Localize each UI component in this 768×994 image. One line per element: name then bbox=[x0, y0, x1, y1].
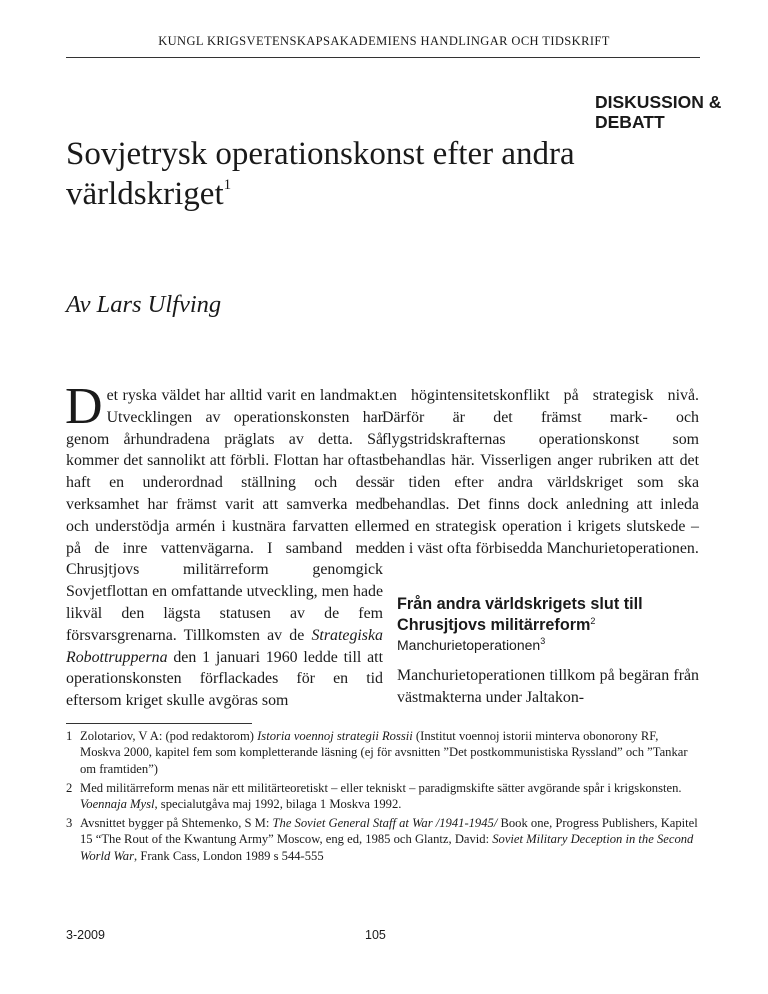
footnote-text: Avsnittet bygger på Shtemenko, S M: The Soviet General Staff at War /1941-1945/ Book one, Progress Publishers, Kapitel 15 “The Rout of the Kwantung Army” Moscow, eng ed, 1985 och Glantz, David: Soviet Military Deception in the Second World War, Frank Cass, London 1989 s 544-555 bbox=[80, 816, 698, 863]
author-byline: Av Lars Ulfving bbox=[66, 291, 222, 318]
footnote bbox=[66, 780, 700, 813]
footnote-number: 1 bbox=[66, 729, 73, 743]
footnote-number: 3 bbox=[66, 816, 73, 830]
section-heading-text: Från andra världskrigets slut till Chrusjtjovs militärreform bbox=[397, 595, 643, 634]
page-number: 105 bbox=[365, 928, 386, 942]
footnote bbox=[66, 815, 700, 864]
running-head: KUNGL KRIGSVETENSKAPSAKADEMIENS HANDLINGAR OCH TIDSKRIFT bbox=[158, 34, 610, 48]
drop-cap: D bbox=[65, 378, 103, 435]
title-footnote-ref[interactable]: 1 bbox=[223, 177, 232, 193]
body-column-right: en högintensitetskonflikt på strategisk nivå. Därför är det främst mark- och flygstridskrafternas operationskonst som behandlas här. Visserligen anger rubriken att det är tiden efter andra världskriget som ska behandlas. Det finns dock anledning att inleda med en strategisk operation i krigets slutskede – den i väst ofta förbisedda Manchurietoperationen. bbox=[382, 387, 699, 557]
footnote bbox=[66, 728, 700, 777]
section-label: DISKUSSION & DEBATT bbox=[595, 92, 722, 132]
body-text: et ryska väldet har alltid varit en landmakt. Utvecklingen av operationskonsten har genom århundradena präglats av detta. Så kommer det sannolikt att förbli. Flottan har oftast haft en underordnad ställning och dess verksamhet har främst varit att samverka med och understödja armén i kustnära farvatten eller på de inre vattenvägarna. I samband med Chrusjtjovs militärreform genomgick Sovjetflottan en omfattande utveckling, men hade likväl den lägsta statusen av de fem försvarsgrenarna. Tillkomsten av de bbox=[66, 387, 383, 644]
sub-heading bbox=[397, 637, 545, 653]
body-column-left bbox=[65, 378, 383, 712]
footnote-number: 2 bbox=[66, 781, 73, 795]
subheading-footnote-ref[interactable]: 3 bbox=[540, 636, 546, 646]
body-italic: Strategiska Robottrupperna bbox=[66, 626, 383, 666]
sub-heading-text: Manchurietoperationen bbox=[397, 637, 541, 653]
section-heading bbox=[397, 594, 717, 636]
body-text-end: den 1 januari 1960 ledde till att operationskonsten förflackades för en tid eftersom kriget skulle avgöras som bbox=[66, 648, 383, 710]
footnote-text: Zolotariov, V A: (pod redaktorom) Istoria voennoj strategii Rossii (Institut voennoj istorii minterva obonorony RF, Moskva 2000, kapitel fem som kompletterande läsning (ej för avsnitten ”Det postkommunistiska Ryssland” och ”Tankar om framtiden”) bbox=[80, 729, 688, 776]
footnote-text: Med militärreform menas när ett militärteoretiskt – eller tekniskt – paradigmskifte sätter avgörande spår i krigskonsten. Voennaja Mysl, specialutgåva maj 1992, bilaga 1 Moskva 1992. bbox=[80, 781, 682, 812]
heading-footnote-ref[interactable]: 2 bbox=[590, 616, 596, 626]
article-title-text: Sovjetrysk operationskonst efter andra världskriget bbox=[66, 136, 575, 212]
header-rule bbox=[66, 57, 700, 58]
footnote-rule bbox=[66, 723, 252, 724]
article-title bbox=[66, 134, 586, 214]
issue-label: 3-2009 bbox=[66, 928, 105, 942]
body-column-right-continued: Manchurietoperationen tillkom på begäran från västmakterna under Jaltakon- bbox=[397, 667, 699, 706]
